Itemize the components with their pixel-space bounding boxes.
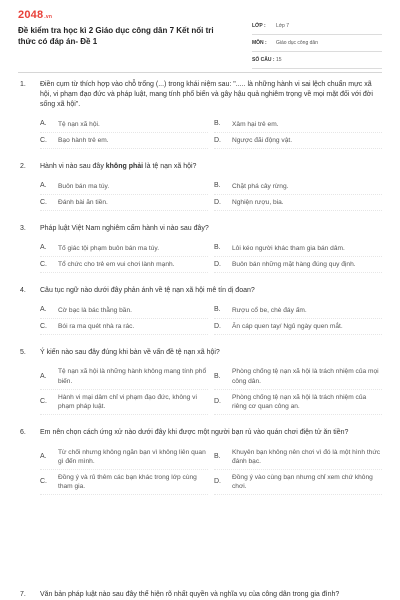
meta-value: 15 xyxy=(276,56,282,63)
option-d[interactable] xyxy=(214,257,382,273)
header-divider xyxy=(18,72,382,73)
option-letter: D. xyxy=(214,260,221,268)
option-a[interactable] xyxy=(40,178,208,194)
option-text: Rượu cổ be, chè đáy ấm. xyxy=(232,306,307,314)
option-letter: B. xyxy=(214,244,221,252)
option-c[interactable] xyxy=(40,257,208,273)
option-text: Đồng ý và rủ thêm các bạn khác trong lớp cùng tham gia. xyxy=(58,473,197,491)
question-number: 7. xyxy=(20,591,26,598)
option-text: Ngược đãi động vật. xyxy=(232,136,293,144)
option-d[interactable] xyxy=(214,319,382,335)
question-text xyxy=(40,224,382,234)
option-letter: C. xyxy=(40,136,47,144)
question-text xyxy=(40,348,382,358)
option-letter: B. xyxy=(214,453,221,460)
option-text: Phòng chống tệ nạn xã hội là trách nhiệm của riêng cơ quan công an. xyxy=(232,393,367,411)
site-logo[interactable] xyxy=(18,8,52,23)
option-text: Cờ bạc là bác thằng bần. xyxy=(58,306,132,314)
question-4 xyxy=(18,286,382,335)
answer-options xyxy=(40,178,382,211)
option-text: Tệ nạn xã hội. xyxy=(58,120,100,128)
meta-row-class xyxy=(252,18,382,35)
option-text: Hành vi mại dâm chỉ vi phạm đạo đức, không vi phạm pháp luật. xyxy=(58,393,197,411)
meta-key: MÔN : xyxy=(252,39,267,46)
option-letter: A. xyxy=(40,372,47,380)
question-text-part: Điền cụm từ thích hợp vào chỗ trống (...) trong khái niệm sau: "..... là những hành vi sai lệch chuẩn mực xã hội, vi phạm đạo đức và pháp luật, mang tính phổ biến và gây hậu quả nghiêm trọng về mọi mặt đối với đời sống xã hội". xyxy=(40,81,373,109)
option-b[interactable] xyxy=(214,240,382,256)
question-1 xyxy=(18,80,382,149)
question-text xyxy=(40,162,382,172)
option-text: Ăn cáp quen tay/ Ngủ ngày quen mắt. xyxy=(232,323,343,331)
option-text: Tổ chức cho trẻ em vui chơi lành mạnh. xyxy=(58,261,175,268)
question-text xyxy=(40,80,382,110)
meta-key: LỚP : xyxy=(252,22,266,29)
question-number: 2. xyxy=(20,163,26,171)
page-header xyxy=(18,8,382,70)
logo-text: 2048 xyxy=(18,9,44,21)
question-text-part: là tệ nạn xã hội? xyxy=(143,163,197,171)
option-text: Tệ nạn xã hội là những hành không mang tính phổ biến. xyxy=(58,368,207,385)
option-text: Phòng chống tệ nạn xã hội là trách nhiệm của mọi công dân. xyxy=(232,368,379,385)
option-letter: A. xyxy=(40,306,47,314)
option-d[interactable] xyxy=(214,133,382,149)
question-3 xyxy=(18,224,382,273)
option-c[interactable] xyxy=(40,195,208,211)
answer-options xyxy=(40,116,382,149)
option-b[interactable] xyxy=(214,302,382,318)
meta-row-subject xyxy=(252,35,382,52)
question-7 xyxy=(18,590,382,599)
exam-title: Đề kiểm tra học kì 2 Giáo dục công dân 7 Kết nối tri thức có đáp án- Đề 1 xyxy=(18,26,214,46)
meta-value: Lớp 7 xyxy=(276,22,290,29)
option-d[interactable] xyxy=(214,470,382,495)
option-letter: C. xyxy=(40,260,47,268)
option-b[interactable] xyxy=(214,178,382,194)
meta-key: SỐ CÂU : xyxy=(252,56,275,63)
option-b[interactable] xyxy=(214,364,382,389)
option-letter: B. xyxy=(214,182,221,190)
option-a[interactable] xyxy=(40,445,208,470)
option-d[interactable] xyxy=(214,195,382,211)
option-letter: C. xyxy=(40,398,47,406)
option-c[interactable] xyxy=(40,470,208,495)
question-number: 1. xyxy=(20,81,26,88)
option-b[interactable] xyxy=(214,116,382,132)
option-text: Bói ra ma quét nhà ra rác. xyxy=(58,323,135,331)
option-text: Nghiện rượu, bia. xyxy=(232,198,284,206)
option-b[interactable] xyxy=(214,445,382,470)
answer-options xyxy=(40,240,382,273)
option-letter: D. xyxy=(214,198,221,206)
option-letter: A. xyxy=(40,182,47,190)
option-text: Chặt phá cây rừng. xyxy=(232,182,289,190)
option-letter: D. xyxy=(214,322,221,330)
option-c[interactable] xyxy=(40,390,208,415)
option-text: Đồng ý vào cùng bạn nhưng chỉ xem chứ không chơi. xyxy=(232,473,373,491)
question-text: Văn bản pháp luật nào sau đây thể hiện rõ nhất quyền và nghĩa vụ của công dân trong gia đình? xyxy=(40,591,340,598)
option-letter: B. xyxy=(214,372,221,380)
question-text-emphasis: không phải xyxy=(105,163,144,171)
meta-row-question-count xyxy=(252,52,382,69)
option-letter: D. xyxy=(214,478,221,486)
option-text: Khuyên bạn không nên chơi vì đó là một hình thức đánh bạc. xyxy=(232,448,381,465)
option-a[interactable] xyxy=(40,240,208,256)
option-a[interactable] xyxy=(40,364,208,389)
question-text-part: Câu tục ngữ nào dưới đây phản ánh về tệ nạn xã hội mê tín dị đoan? xyxy=(40,287,255,295)
question-text-part: Em nên chọn cách ứng xử nào dưới đây khi được một người bạn rủ vào quán chơi điện tử ăn tiền? xyxy=(40,429,349,437)
option-c[interactable] xyxy=(40,319,208,335)
exam-meta-table xyxy=(252,18,382,69)
option-text: Tố giác tội phạm buôn bán ma túy. xyxy=(58,244,160,252)
option-letter: A. xyxy=(40,453,47,460)
question-number: 3. xyxy=(20,225,26,233)
question-5 xyxy=(18,348,382,415)
question-text-part: Ý kiến nào sau đây đúng khi bàn về vấn đề tệ nạn xã hội? xyxy=(40,349,220,357)
option-text: Đánh bài ăn tiền. xyxy=(58,198,108,206)
answer-options xyxy=(40,302,382,335)
question-text-part: Hành vi nào sau đây xyxy=(40,163,106,171)
option-text: Xâm hại trẻ em. xyxy=(232,120,279,128)
question-text xyxy=(40,286,382,296)
option-text: Buôn bán ma túy. xyxy=(58,182,110,190)
option-c[interactable] xyxy=(40,133,208,149)
question-text-part: Pháp luật Việt Nam nghiêm cấm hành vi nào sau đây? xyxy=(40,225,209,233)
option-text: Bạo hành trẻ em. xyxy=(58,136,109,144)
question-text xyxy=(40,428,382,438)
question-6 xyxy=(18,428,382,495)
option-letter: A. xyxy=(40,244,47,252)
option-letter: C. xyxy=(40,322,47,330)
option-letter: D. xyxy=(214,136,221,144)
option-letter: B. xyxy=(214,306,221,314)
option-letter: C. xyxy=(40,198,47,206)
answer-options xyxy=(40,445,382,496)
question-2 xyxy=(18,162,382,211)
option-a[interactable] xyxy=(40,302,208,318)
option-a[interactable] xyxy=(40,116,208,132)
option-letter: D. xyxy=(214,398,221,406)
question-number: 6. xyxy=(20,429,26,437)
option-d[interactable] xyxy=(214,390,382,415)
question-list xyxy=(18,80,382,508)
option-text: Buôn bán những mặt hàng đúng quy định. xyxy=(232,261,356,268)
option-text: Lôi kéo người khác tham gia bán dâm. xyxy=(232,244,345,252)
answer-options xyxy=(40,364,382,415)
question-number: 4. xyxy=(20,287,26,295)
logo-suffix: .vn xyxy=(44,14,53,20)
question-number: 5. xyxy=(20,349,26,357)
option-letter: C. xyxy=(40,478,47,486)
meta-value: Giáo dục công dân xyxy=(276,39,318,46)
option-letter: B. xyxy=(214,120,221,128)
option-letter: A. xyxy=(40,120,47,128)
option-text: Từ chối nhưng không ngăn bạn vì không liên quan gì đến mình. xyxy=(58,448,206,465)
